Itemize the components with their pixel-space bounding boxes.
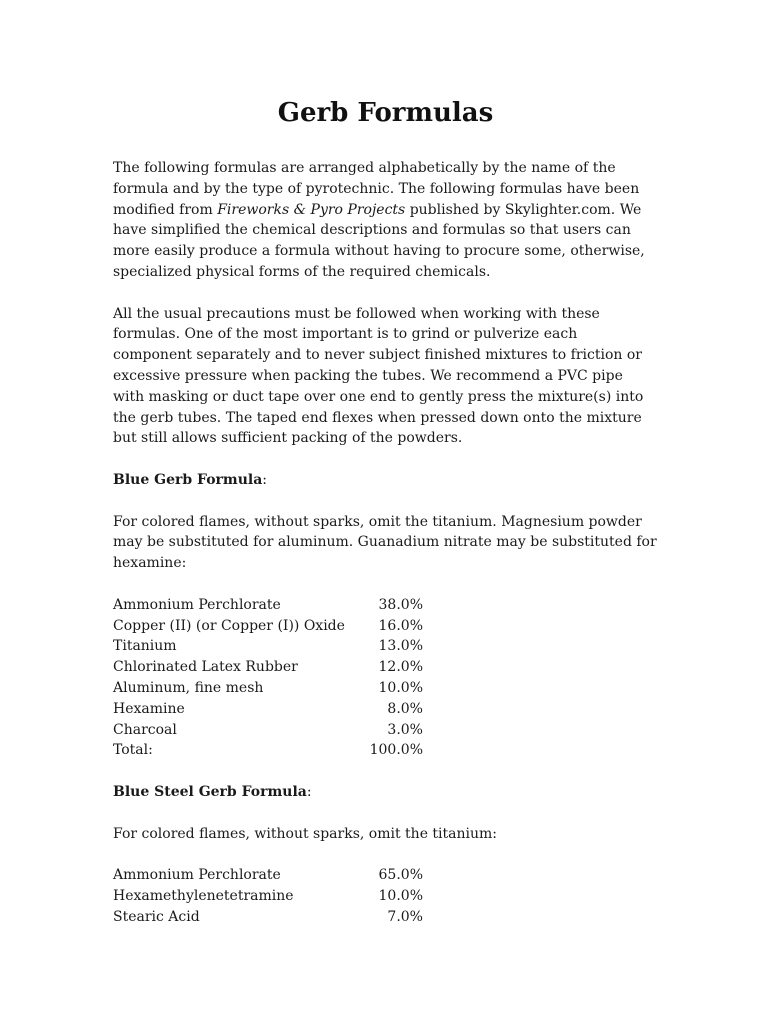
ingredient-percent: 3.0% <box>387 721 423 738</box>
ingredient-name: Hexamine <box>113 700 185 717</box>
ingredient-percent: 12.0% <box>378 659 423 676</box>
ingredient-percent: 10.0% <box>378 887 423 904</box>
table-row-total <box>113 740 423 761</box>
section-heading-text: Blue Steel Gerb Formula <box>113 783 307 800</box>
total-label: Total: <box>113 742 153 759</box>
ingredient-name: Chlorinated Latex Rubber <box>113 659 298 676</box>
precautions-paragraph: All the usual precautions must be followed when working with these formulas. One of the most important is to grind or pulverize each component separately and to never subject finished mixtures to friction or excessive pressure when packing the tubes. We recommend a PVC pipe with masking or duct tape over one end to gently press the mixture(s) into the gerb tubes. The taped end flexes when pressed down onto the mixture but still allows sufficient packing of the powders. <box>113 305 644 447</box>
table-row <box>113 657 423 678</box>
ingredient-percent: 10.0% <box>378 679 423 696</box>
intro-text-end: published by Skylighter.com. We have simplified the chemical descriptions and formulas so that users can more easily produce a formula without having to procure some, otherwise, specialized physical forms of the required chemicals. <box>113 201 645 280</box>
table-row <box>113 678 423 699</box>
ingredient-name: Charcoal <box>113 721 177 738</box>
ingredient-name: Ammonium Perchlorate <box>113 596 281 613</box>
table-row <box>113 595 423 616</box>
ingredient-percent: 13.0% <box>378 638 423 655</box>
table-row <box>113 699 423 720</box>
formula-table <box>113 865 423 927</box>
table-row <box>113 616 423 637</box>
ingredient-percent: 8.0% <box>387 700 423 717</box>
ingredient-percent: 16.0% <box>378 617 423 634</box>
ingredient-percent: 38.0% <box>378 596 423 613</box>
ingredient-percent: 7.0% <box>387 908 423 925</box>
ingredient-name: Titanium <box>113 638 177 655</box>
ingredient-percent: 65.0% <box>378 867 423 884</box>
formula-table <box>113 595 423 761</box>
section-note: For colored flames, without sparks, omit the titanium: <box>113 825 498 842</box>
ingredient-name: Copper (II) (or Copper (I)) Oxide <box>113 617 345 634</box>
ingredient-name: Aluminum, fine mesh <box>113 679 264 696</box>
section-note: For colored flames, without sparks, omit the titanium. Magnesium powder may be substituted for aluminum. Guanadium nitrate may be substituted for hexamine: <box>113 513 657 572</box>
section-heading: Blue Steel Gerb Formula: <box>113 783 312 800</box>
total-percent: 100.0% <box>369 742 423 759</box>
table-row <box>113 886 423 907</box>
table-row <box>113 720 423 741</box>
document-page <box>113 96 658 948</box>
ingredient-name: Stearic Acid <box>113 908 200 925</box>
section-heading-text: Blue Gerb Formula <box>113 471 263 488</box>
intro-text-start: The following formulas are arranged alphabetically by the name of the formula and by the type of pyrotechnic. The following formulas have been modified from <box>113 160 640 218</box>
table-row <box>113 865 423 886</box>
table-row <box>113 636 423 657</box>
ingredient-name: Ammonium Perchlorate <box>113 867 281 884</box>
table-row <box>113 907 423 928</box>
intro-paragraph <box>113 158 658 283</box>
page-title: Gerb Formulas <box>277 98 494 128</box>
book-title: Fireworks & Pyro Projects <box>217 201 406 218</box>
section-heading: Blue Gerb Formula: <box>113 471 268 488</box>
ingredient-name: Hexamethylenetetramine <box>113 887 294 904</box>
